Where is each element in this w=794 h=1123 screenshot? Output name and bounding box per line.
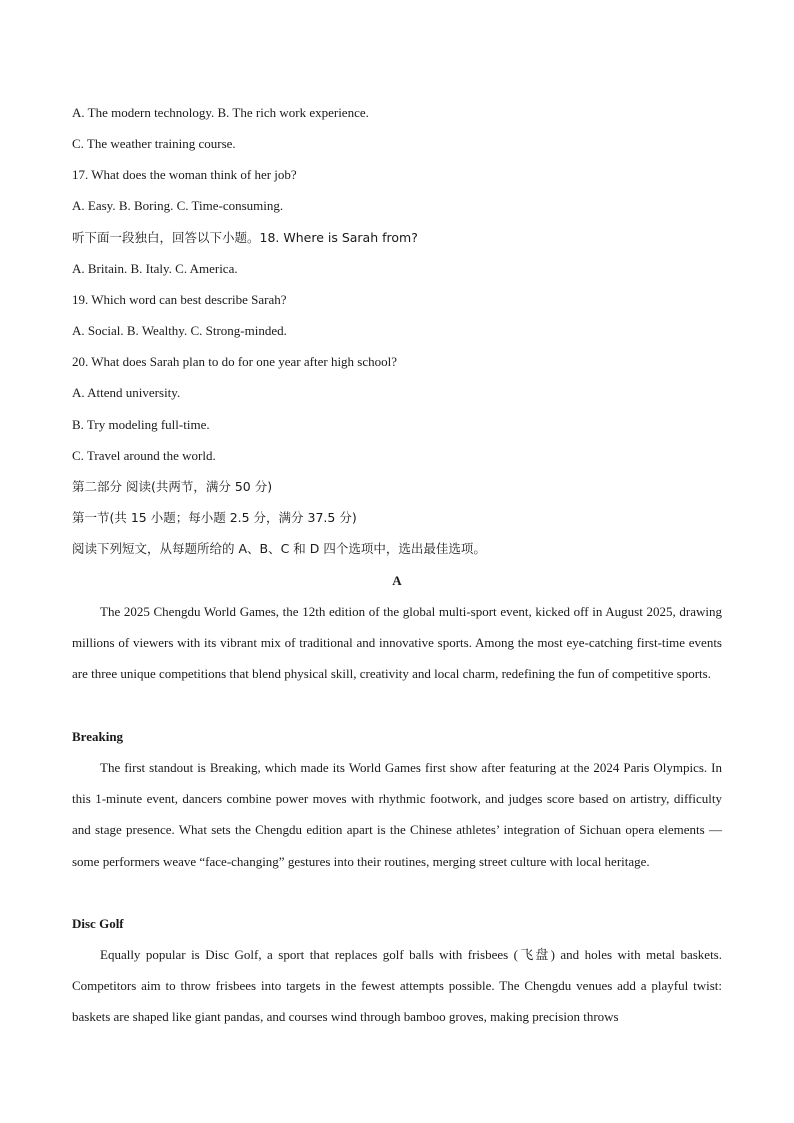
q16-option-c: C. The weather training course. — [72, 136, 236, 151]
passage-paragraph-2: The first standout is Breaking, which made its World Games first show after featuring at the 2024 Paris Olympics. In this 1-minute event, dancers combine power moves with rhythmic footwork, and judges score based on artistry, difficulty and stage presence. What sets the Chengdu edition apart is the Chinese athletes’ integration of Sichuan opera elements — some performers weave “face-changing” gestures into their routines, merging street culture with local heritage. — [72, 760, 722, 869]
question-19: 19. Which word can best describe Sarah? — [72, 292, 287, 307]
q20-option-c: C. Travel around the world. — [72, 448, 216, 463]
q17-options: A. Easy. B. Boring. C. Time-consuming. — [72, 198, 284, 213]
passage-paragraph-3: Equally popular is Disc Golf, a sport that replaces golf balls with frisbees (飞盘) and holes with metal baskets. Competitors aim to throw frisbees into targets in the fewest attempts possible. The Chengdu venues add a playful twist: baskets are shaped like giant pandas, and courses wind through bamboo groves, making precision throws — [72, 947, 722, 1025]
passage-label: A — [392, 573, 402, 588]
question-17: 17. What does the woman think of her job? — [72, 167, 297, 182]
q20-option-a: A. Attend university. — [72, 385, 181, 400]
reading-section-title: 第一节(共 15 小题；每小题 2.5 分，满分 37.5 分) — [72, 510, 357, 525]
q19-options: A. Social. B. Wealthy. C. Strong-minded. — [72, 323, 287, 338]
passage-paragraph-1: The 2025 Chengdu World Games, the 12th edition of the global multi-sport event, kicked off in August 2025, drawing millions of viewers with its vibrant mix of traditional and innovative sports. Among the most eye-catching first-time events are three unique competitions that blend physical skill, creativity and local charm, redefining the fun of competitive sports. — [72, 604, 722, 682]
q16-options-ab: A. The modern technology. B. The rich work experience. — [72, 105, 369, 120]
heading-breaking: Breaking — [72, 729, 124, 744]
q20-option-b: B. Try modeling full-time. — [72, 417, 210, 432]
reading-part-title: 第二部分 阅读(共两节，满分 50 分) — [72, 479, 273, 494]
q18-options: A. Britain. B. Italy. C. America. — [72, 261, 238, 276]
reading-instruction: 阅读下列短文，从每题所给的 A、B、C 和 D 四个选项中，选出最佳选项。 — [72, 541, 486, 556]
monologue-intro-question-18: 听下面一段独白，回答以下小题。18. Where is Sarah from? — [72, 230, 418, 245]
question-20: 20. What does Sarah plan to do for one year after high school? — [72, 354, 398, 369]
heading-disc-golf: Disc Golf — [72, 916, 124, 931]
